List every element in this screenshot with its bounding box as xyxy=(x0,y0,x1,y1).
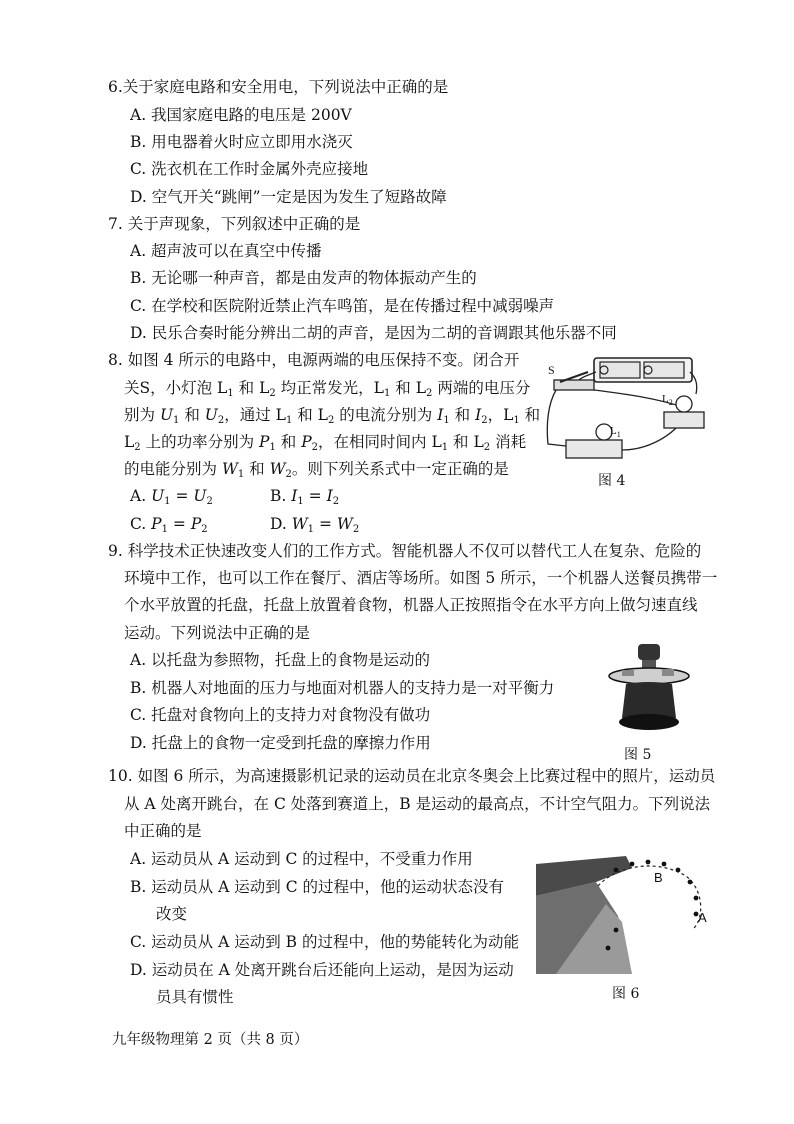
point-a-label: A xyxy=(698,910,707,925)
q8-stem-line5: 的电能分别为 $W_1$ 和 $W_2$。则下列关系式中一定正确的是 xyxy=(124,460,509,480)
food-item xyxy=(662,669,674,676)
circuit-figure-4 xyxy=(536,354,708,466)
lamp-l2-holder xyxy=(664,412,704,428)
robot-head xyxy=(638,644,660,660)
q9-option-c: C. 托盘对食物向上的支持力对食物没有做功 xyxy=(130,706,431,724)
q8-option-d: D. $W_1 = W_2$ xyxy=(270,515,360,535)
food-item xyxy=(622,670,634,676)
lamp-l2-label: $L_2$ xyxy=(662,393,673,407)
q8-stem-line4: $L_2$ 上的功率分别为 $P_1$ 和 $P_2$，在相同时间内 $L_1$ 和 $L_2$ 消耗 xyxy=(124,433,527,453)
q10-stem-line2: 从 A 处离开跳台，在 C 处落到赛道上，B 是运动的最高点，不计空气阻力。下列说法 xyxy=(124,795,711,813)
q10-option-a: A. 运动员从 A 运动到 C 的过程中，不受重力作用 xyxy=(130,850,473,868)
q6-option-c: C. 洗衣机在工作时金属外壳应接地 xyxy=(130,160,369,178)
figure-6-caption: 图 6 xyxy=(612,986,640,1002)
q10-option-b-line1: B. 运动员从 A 运动到 C 的过程中，他的运动状态没有 xyxy=(130,878,505,896)
bulb-l2-icon xyxy=(676,396,692,412)
lamp-l1-holder xyxy=(566,440,622,458)
battery-cell xyxy=(600,362,640,378)
page-footer: 九年级物理第 2 页（共 8 页） xyxy=(112,1032,309,1048)
q7-option-b: B. 无论哪一种声音，都是由发声的物体振动产生的 xyxy=(130,269,477,287)
figure-5-caption: 图 5 xyxy=(624,747,652,763)
q8-option-c: C. $P_1 = P_2$ xyxy=(130,515,208,535)
q9-option-d: D. 托盘上的食物一定受到托盘的摩擦力作用 xyxy=(130,734,431,752)
battery-cell xyxy=(644,362,684,378)
lamp-l1-label: $L_1$ xyxy=(610,425,621,439)
point-c-label: C xyxy=(626,918,636,933)
q8-stem-line2: 关S，小灯泡 $L_1$ 和 $L_2$ 均正常发光，$L_1$ 和 $L_2$ 两端的电压分 xyxy=(124,379,531,399)
q6-stem: 6.关于家庭电路和安全用电，下列说法中正确的是 xyxy=(108,78,449,96)
robot-figure-5 xyxy=(602,640,698,736)
q10-stem-line3: 中正确的是 xyxy=(124,822,202,840)
q10-option-b-line2: 改变 xyxy=(156,905,188,923)
q9-stem-line2: 环境中工作，也可以工作在餐厅、酒店等场所。如图 5 所示，一个机器人送餐员携带一 xyxy=(124,569,718,587)
q10-option-d-line1: D. 运动员在 A 处离开跳台后还能向上运动，是因为运动 xyxy=(130,961,514,979)
tray-icon xyxy=(609,668,689,684)
wire xyxy=(622,428,676,450)
ski-jump-figure-6 xyxy=(536,856,708,974)
q10-stem-line1: 10. 如图 6 所示，为高速摄影机记录的运动员在北京冬奥会上比赛过程中的照片，运动员 xyxy=(108,767,716,785)
q10-option-c: C. 运动员从 A 运动到 B 的过程中，他的势能转化为动能 xyxy=(130,933,519,951)
q6-option-d: D. 空气开关“跳闸”一定是因为发生了短路故障 xyxy=(130,188,447,206)
q10-option-d-line2: 员具有惯性 xyxy=(156,988,234,1006)
figure-4-caption: 图 4 xyxy=(598,473,626,489)
q6-option-a: A. 我国家庭电路的电压是 200V xyxy=(130,106,352,124)
robot-base xyxy=(619,714,679,730)
point-b-label: B xyxy=(654,870,663,885)
switch-label: S xyxy=(548,363,555,377)
q8-stem-line1: 8. 如图 4 所示的电路中，电源两端的电压保持不变。闭合开 xyxy=(108,351,520,369)
q7-stem: 7. 关于声现象，下列叙述中正确的是 xyxy=(108,215,361,233)
q7-option-c: C. 在学校和医院附近禁止汽车鸣笛，是在传播过程中减弱噪声 xyxy=(130,297,555,315)
q7-option-d: D. 民乐合奏时能分辨出二胡的声音，是因为二胡的音调跟其他乐器不同 xyxy=(130,324,617,342)
wire xyxy=(547,390,566,446)
q9-stem-line1: 9. 科学技术正快速改变人们的工作方式。智能机器人不仅可以替代工人在复杂、危险的 xyxy=(108,542,702,560)
q9-stem-line3: 个水平放置的托盘，托盘上放置着食物，机器人正按照指令在水平方向上做匀速直线 xyxy=(124,596,698,614)
q8-stem-line3: 别为 $U_1$ 和 $U_2$，通过 $L_1$ 和 $L_2$ 的电流分别为 $I_1$ 和 $I_2$，$L_1$ 和 xyxy=(124,406,541,426)
q9-option-b: B. 机器人对地面的压力与地面对机器人的支持力是一对平衡力 xyxy=(130,679,555,697)
q8-option-a: A. $U_1 = U_2$ xyxy=(130,487,213,507)
q6-option-b: B. 用电器着火时应立即用水浇灭 xyxy=(130,133,353,151)
q8-option-b: B. $I_1 = I_2$ xyxy=(270,487,340,507)
q9-stem-line4: 运动。下列说法中正确的是 xyxy=(124,624,311,642)
q7-option-a: A. 超声波可以在真空中传播 xyxy=(130,242,322,260)
q9-option-a: A. 以托盘为参照物，托盘上的食物是运动的 xyxy=(130,651,431,669)
